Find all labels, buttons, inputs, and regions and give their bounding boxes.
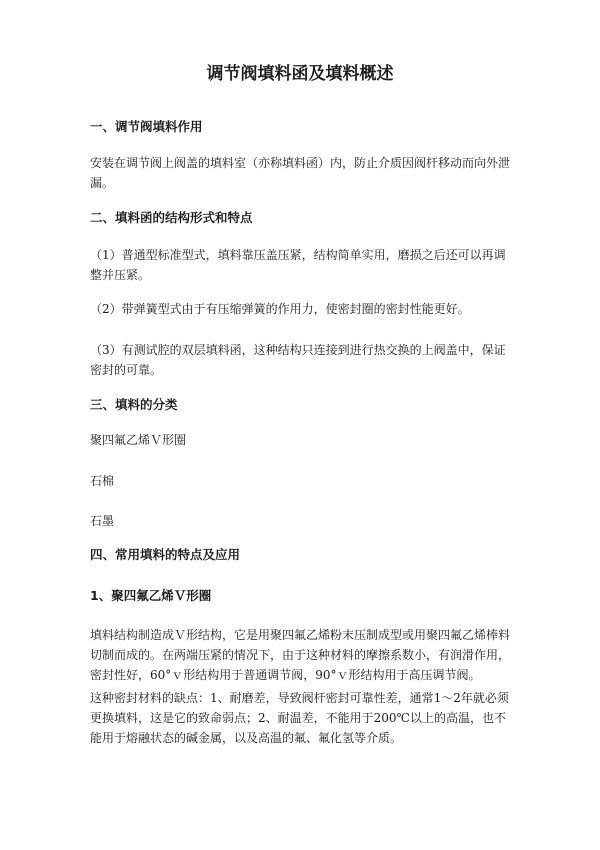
- paragraph-line: 安装在调节阀上阀盖的填料室（亦称填料函）内，防止介质因阀杆移动而向外泄: [90, 156, 511, 170]
- paragraph-line: 能用于熔融状态的碱金属，以及高温的氟、氟化氢等介质。: [90, 731, 403, 745]
- list-item: 石棉: [90, 474, 115, 488]
- list-item: 聚四氟乙烯Ｖ形圈: [90, 433, 187, 447]
- paragraph-line: 密封的可靠。: [90, 363, 163, 377]
- list-item: 石墨: [90, 514, 115, 528]
- subsection-4-1-paragraph-2: [90, 688, 515, 748]
- section-2-paragraph-1: [90, 245, 515, 285]
- paragraph-line: 整并压紧。: [90, 268, 151, 282]
- paragraph-line: 更换填料，这是它的致命弱点；2、耐温差，不能用于200℃以上的高温，也不: [90, 711, 506, 725]
- paragraph-line: 切制而成的。在两端压紧的情况下，由于这种材料的摩擦系数小，有润滑作用，: [90, 648, 511, 662]
- filler-type-item-3: [90, 511, 515, 531]
- paragraph-line: 漏。: [90, 176, 115, 190]
- section-2-paragraph-3: [90, 340, 515, 380]
- section-heading-3: 三、填料的分类: [90, 397, 178, 412]
- section-1-paragraph-1: [90, 153, 515, 193]
- subsection-4-1-paragraph-1: [90, 625, 515, 685]
- section-heading-2: 二、填料函的结构形式和特点: [90, 210, 253, 225]
- subsection-heading-4-1: 1、聚四氟乙烯Ｖ形圈: [90, 588, 212, 603]
- paragraph-line: 填料结构制造成Ｖ形结构，它是用聚四氟乙烯粉末压制成型或用聚四氟乙烯棒料: [90, 628, 511, 642]
- document-title: 调节阀填料函及填料概述: [206, 64, 394, 84]
- section-heading-4: 四、常用填料的特点及应用: [90, 547, 241, 562]
- section-2-paragraph-2: [90, 299, 515, 319]
- paragraph-line: （3）有测试腔的双层填料函，这种结构只连接到进行热交换的上阀盖中，保证: [90, 343, 506, 357]
- filler-type-item-1: [90, 430, 515, 450]
- filler-type-item-2: [90, 471, 515, 491]
- section-heading-1: 一、调节阀填料作用: [90, 119, 203, 134]
- paragraph-line: （1）普通型标准型式，填料靠压盖压紧，结构简单实用，磨损之后还可以再调: [90, 248, 506, 262]
- paragraph-line: 密封性好，60°ｖ形结构用于普通调节阀，90°ｖ形结构用于高压调节阀。: [90, 668, 481, 682]
- paragraph-line: （2）带弹簧型式由于有压缩弹簧的作用力，使密封圈的密封性能更好。: [90, 302, 470, 316]
- paragraph-line: 这种密封材料的缺点：1、耐磨差，导致阀杆密封可靠性差，通常1～2年就必须: [90, 691, 509, 705]
